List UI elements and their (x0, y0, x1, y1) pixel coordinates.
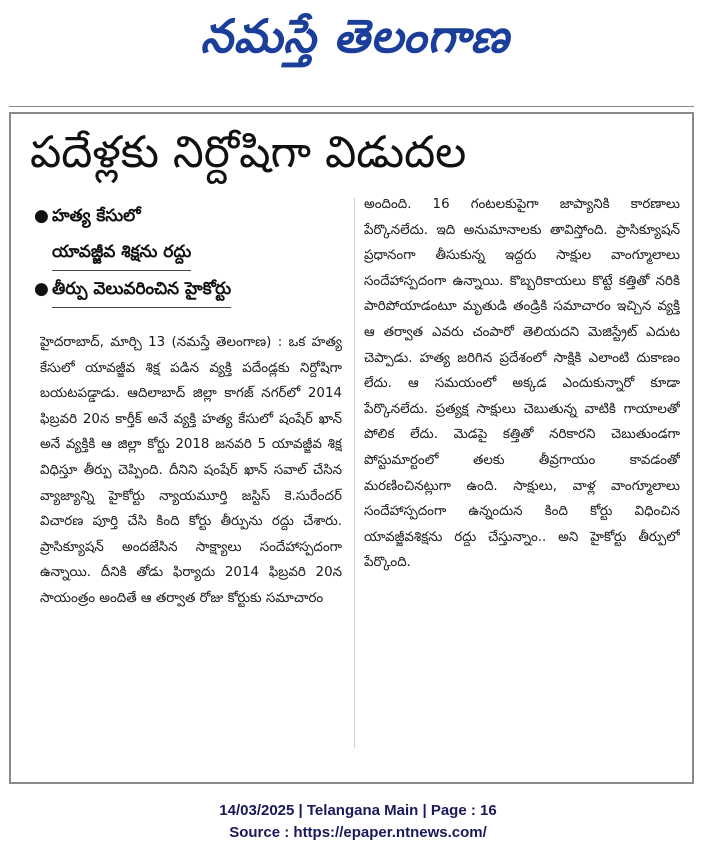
subhead-item (30, 198, 340, 234)
article-body-right-column (364, 192, 680, 752)
source-link[interactable]: Source : https://epaper.ntnews.com/ (229, 824, 487, 841)
page-footer (0, 800, 716, 844)
subhead-text: హత్య కేసులో (52, 206, 141, 226)
bullet-icon: ● (34, 279, 49, 299)
article-subheads (30, 198, 340, 308)
subhead-item (30, 271, 340, 308)
subhead-item (30, 234, 340, 271)
article-body-left-column (40, 330, 342, 750)
masthead-title: నమస్తే తెలంగాణ (200, 9, 510, 63)
newspaper-masthead (150, 6, 560, 78)
subhead-text: యావజ్జీవ శిక్షను రద్దు (52, 234, 191, 271)
column-divider (354, 198, 355, 748)
subhead-text: తీర్పు వెలువరించిన హైకోర్టు (52, 271, 231, 308)
body-paragraph: అందింది. 16 గంటలకుపైగా జాప్యానికి కారణాలు పేర్కొనలేదు. ఇది అనుమానాలకు తావిస్తోంది. ప్రాసిక్యూషన్ ప్రధానంగా తీసుకున్న ఇద్దరు సాక్షుల వాంగ్మూలాలు సందేహాస్పదంగా ఉన్నాయి. కొబ్బరికాయలు కొట్టే కత్తితో నరికి పారిపోయాడంటూ మృతుడి తండ్రికి సమాచారం ఇచ్చిన వ్యక్తి ఆ తర్వాత ఎవరు చంపారో తెలియదని మెజిస్ట్రేట్ ఎదుట చెప్పాడు. హత్య జరిగిన ప్రదేశంలో సాక్షికి ఎలాంటి దుకాణం లేదు. ఆ సమయంలో అక్కడ ఎందుకున్నారో కూడా పేర్కొనలేదు. ప్రత్యక్ష సాక్షులు చెబుతున్న వాటికి గాయాలతో పోలిక లేదు. మెడపై కత్తితో నరికారని చెబుతుండగా పోస్టుమార్టంలో తలకు తీవ్రగాయం కావడంతో మరణించినట్లుగా ఉంది. సాక్షులు, వాళ్ల వాంగ్మూలాలు సందేహాస్పదంగా ఉన్నందున కింది కోర్టు విధించిన యావజ్జీవశిక్షను రద్దు చేస్తున్నాం.. అని హైకోర్టు తీర్పులో పేర్కొంది. (364, 197, 680, 571)
article-headline: పదేళ్లకు నిర్దోషిగా విడుదల (30, 127, 467, 178)
bullet-icon: ● (34, 206, 49, 226)
body-paragraph: హైదరాబాద్, మార్చి 13 (నమస్తే తెలంగాణ) : ఒక హత్య కేసులో యావజ్జీవ శిక్ష పడిన వ్యక్తి పదేండ్లకు నిర్దోషిగా బయటపడ్డాడు. ఆదిలాబాద్ జిల్లా కాగజ్ నగర్‌లో 2014 ఫిబ్రవరి 20న కార్తీక్ అనే వ్యక్తి హత్య కేసులో షంషేర్ ఖాన్ అనే వ్యక్తికి ఆ జిల్లా కోర్టు 2018 జనవరి 5 యావజ్జీవ శిక్ష విధిస్తూ తీర్పు చెప్పింది. దీనిని షంషేర్ ఖాన్ సవాల్ చేసిన వ్యాజ్యాన్ని హైకోర్టు న్యాయమూర్తి జస్టిస్ కె.సురేందర్ విచారణ పూర్తి చేసి కింది కోర్టు తీర్పును రద్దు చేశారు. ప్రాసిక్యూషన్ అందజేసిన సాక్ష్యాలు సందేహాస్పదంగా ఉన్నాయి. దీనికి తోడు ఫిర్యాదు 2014 ఫిబ్రవరి 20న సాయంత్రం అందితే ఆ తర్వాత రోజు కోర్టుకు సమాచారం (40, 335, 342, 606)
edition-info: 14/03/2025 | Telangana Main | Page : 16 (219, 802, 497, 819)
